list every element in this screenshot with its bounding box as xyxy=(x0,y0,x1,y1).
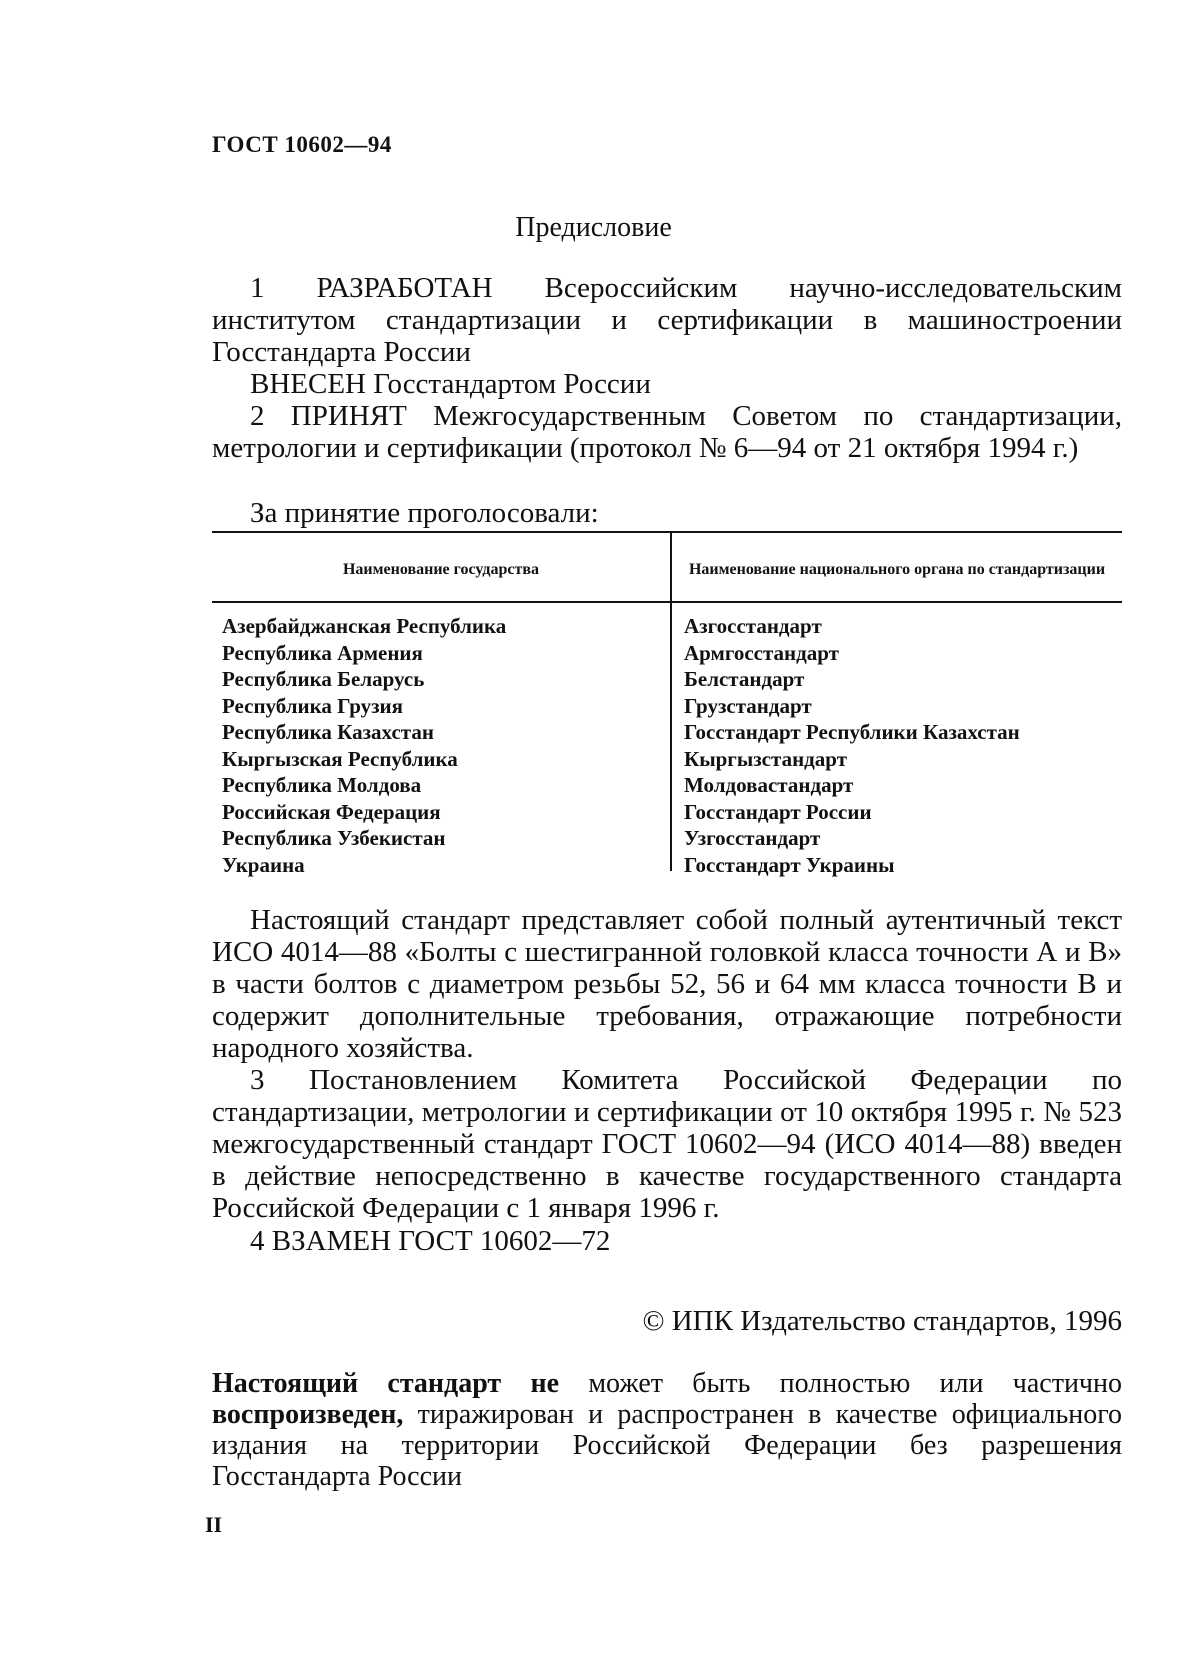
table-cell-body: Госстандарт Республики Казахстан xyxy=(684,720,1020,744)
table-header-rule xyxy=(212,601,1122,603)
authentic-text: Настоящий стандарт представляет собой полный аутентичный текст ИСО 4014—88 «Болты с шестигранной головкой класса точности А и В» в части болтов с диаметром резьбы 52, 56 и 64 мм класса точности В и содержит дополнительные требования, отражающие потребности народного хозяйства. xyxy=(212,904,1122,1064)
table-cell-body: Армгосстандарт xyxy=(684,640,839,665)
table-cell-body: Белстандарт xyxy=(684,667,805,691)
replaces-paragraph xyxy=(212,1225,1122,1257)
table-cell-state: Республика Узбекистан xyxy=(222,826,446,850)
table-cell-state: Российская Федерация xyxy=(222,799,441,824)
reproduction-notice xyxy=(212,1368,1122,1492)
adopted-paragraph xyxy=(212,400,1122,464)
resolution-paragraph xyxy=(212,1064,1122,1224)
developed-text: 1 РАЗРАБОТАН Всероссийским научно-исследовательским институтом стандартизации и сертификации в машиностроении Госстандарта России xyxy=(212,272,1122,368)
table-cell-state: Республика Молдова xyxy=(222,773,422,797)
notice-bold-part2: воспроизведен, xyxy=(212,1399,404,1430)
page-number: II xyxy=(205,1512,223,1537)
copyright-line: © ИПК Издательство стандартов, 1996 xyxy=(642,1305,1122,1337)
table-cell-body: Госстандарт России xyxy=(684,799,872,824)
table-cell-state: Республика Казахстан xyxy=(222,720,434,744)
voted-text: За принятие проголосовали: xyxy=(250,497,599,529)
developed-paragraph xyxy=(212,272,1122,368)
table-cell-body: Кыргызстандарт xyxy=(684,746,848,771)
notice-rest: тиражирован и распространен в качестве официального издания на территории Российской Федерации без разрешения Госстандарта России xyxy=(212,1399,1122,1492)
table-cell-state: Республика Беларусь xyxy=(222,667,425,691)
table-cell-state: Кыргызская Республика xyxy=(222,746,458,771)
table-cell-body: Грузстандарт xyxy=(684,693,812,718)
page-title: Предисловие xyxy=(515,212,672,243)
state-column xyxy=(222,613,506,878)
table-header-body: Наименование национального органа по стандартизации xyxy=(688,561,1106,578)
table-top-rule xyxy=(212,531,1122,533)
resolution-text: 3 Постановлением Комитета Российской Федерации по стандартизации, метрологии и сертификации от 10 октября 1995 г. № 523 межгосударственный стандарт ГОСТ 10602—94 (ИСО 4014—88) введен в действие непосредственно в качестве государственного стандарта Российской Федерации с 1 января 1996 г. xyxy=(212,1064,1122,1224)
replaces-text: 4 ВЗАМЕН ГОСТ 10602—72 xyxy=(250,1225,611,1257)
doc-header: ГОСТ 10602—94 xyxy=(212,132,392,157)
table-cell-body: Азгосстандарт xyxy=(684,614,822,638)
table-cell-state: Республика Армения xyxy=(222,640,423,665)
body-column xyxy=(684,613,1020,878)
table-cell-body: Госстандарт Украины xyxy=(684,852,895,877)
table-cell-state: Азербайджанская Республика xyxy=(222,614,507,638)
voted-paragraph xyxy=(212,497,1122,529)
introduced-paragraph xyxy=(212,368,1122,400)
table-header-state: Наименование государства xyxy=(342,561,539,578)
adopted-text: 2 ПРИНЯТ Межгосударственным Советом по стандартизации, метрологии и сертификации (протокол № 6—94 от 21 октября 1994 г.) xyxy=(212,400,1122,464)
table-cell-body: Узгосстандарт xyxy=(684,826,821,850)
authentic-text-paragraph xyxy=(212,904,1122,1064)
table-cell-body: Молдовастандарт xyxy=(684,773,854,797)
notice-line1-rest: может быть полностью или частично xyxy=(588,1368,1123,1399)
notice-bold-part: Настоящий стандарт не xyxy=(212,1368,560,1399)
voting-table xyxy=(212,531,1122,877)
table-cell-state: Республика Грузия xyxy=(222,693,404,718)
table-cell-state: Украина xyxy=(222,852,305,877)
introduced-text: ВНЕСЕН Госстандартом России xyxy=(250,368,651,400)
